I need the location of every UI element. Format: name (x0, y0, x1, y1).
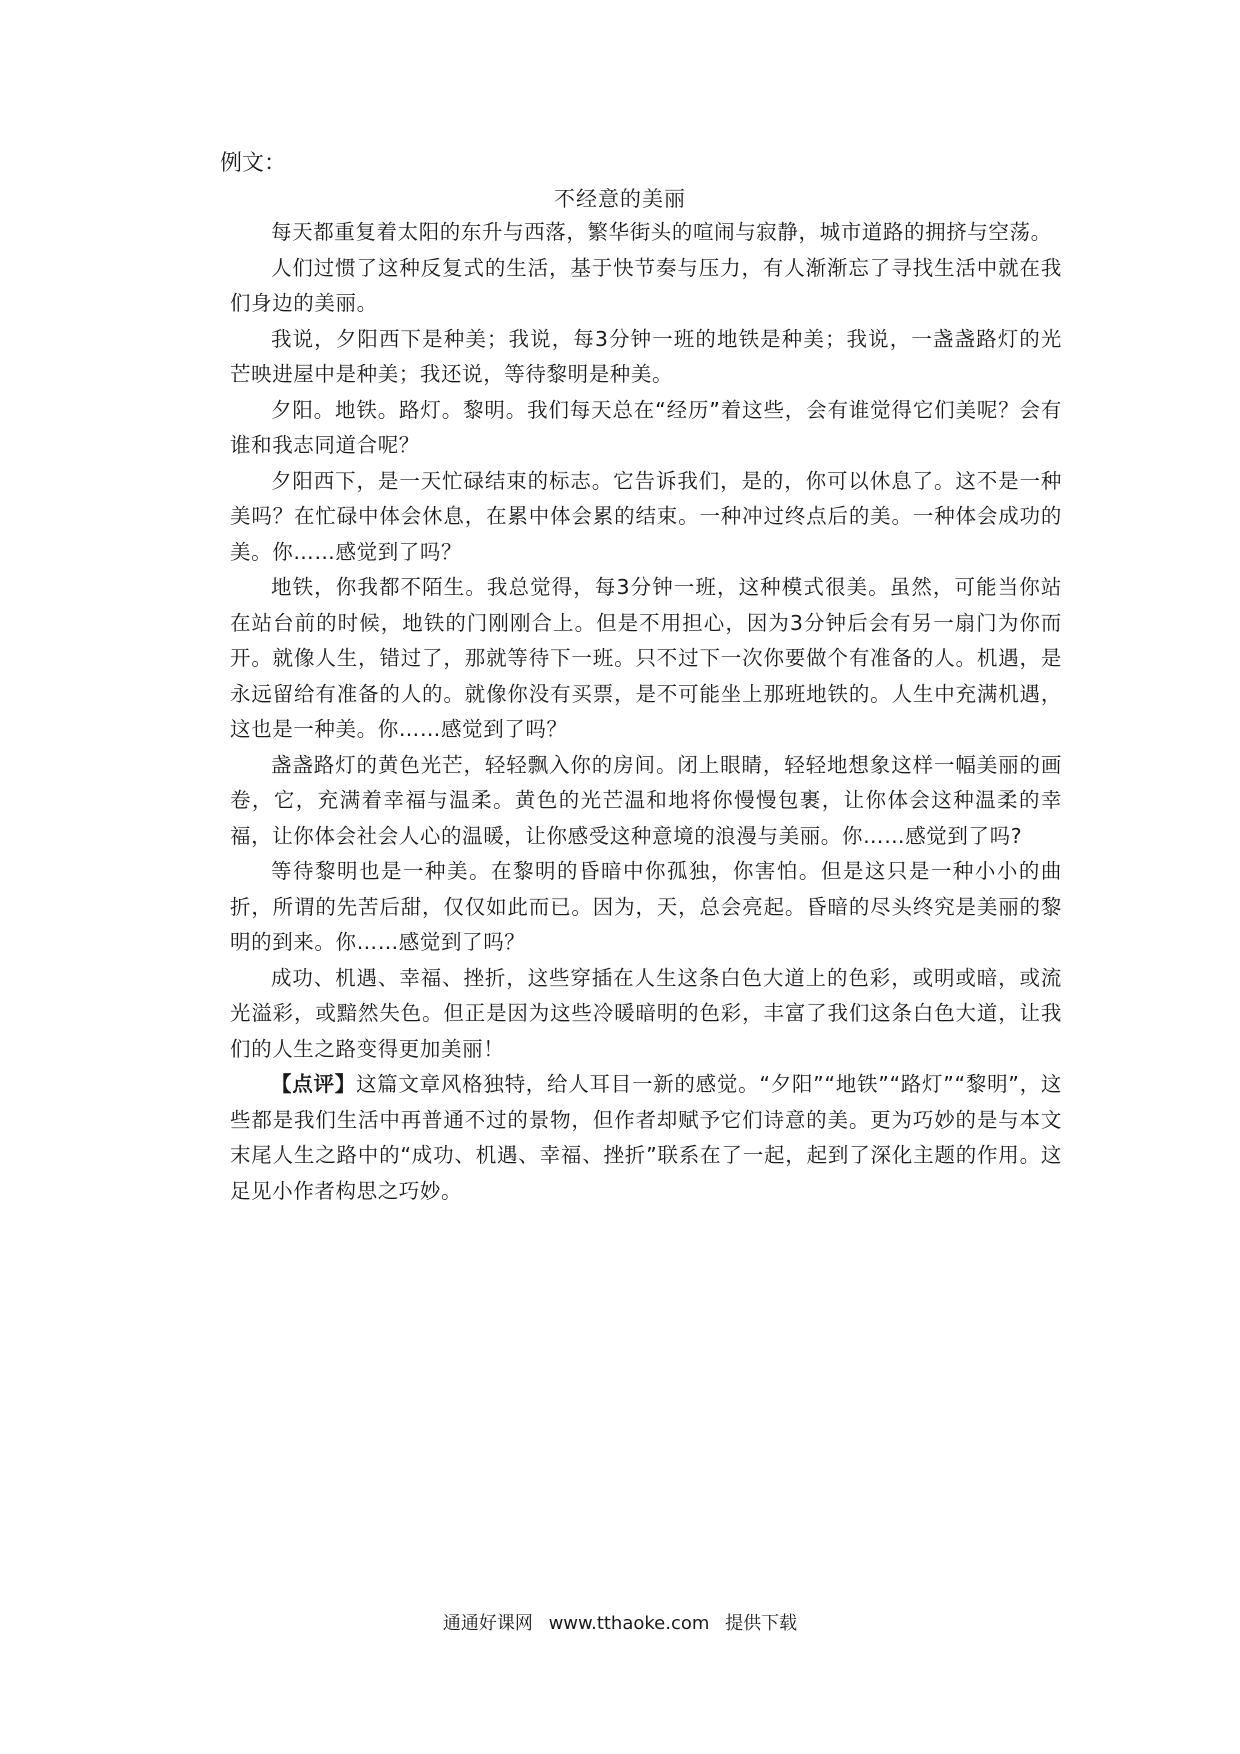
paragraph: 成功、机遇、幸福、挫折，这些穿插在人生这条白色大道上的色彩，或明或暗，或流光溢彩，或黯然失色。但正是因为这些冷暖暗明的色彩，丰富了我们这条白色大道，让我们的人生之路变得更加美丽！ (230, 965, 1062, 1061)
footer-suffix: 提供下载 (725, 1613, 798, 1634)
comment-tag: 【点评】 (271, 1072, 356, 1096)
footer-url[interactable]: www.tthaoke.com (548, 1613, 710, 1634)
paragraph: 夕阳西下，是一天忙碌结束的标志。它告诉我们，是的，你可以休息了。这不是一种美吗？在忙碌中体会休息，在累中体会累的结束。一种冲过终点后的美。一种体会成功的美。你……感觉到了吗？ (230, 468, 1062, 564)
footer (0, 1611, 1240, 1637)
paragraph: 夕阳。地铁。路灯。黎明。我们每天总在“经历”着这些，会有谁觉得它们美呢？会有谁和我志同道合呢？ (230, 397, 1062, 457)
paragraph: 等待黎明也是一种美。在黎明的昏暗中你孤独，你害怕。但是这只是一种小小的曲折，所谓的先苦后甜，仅仅如此而已。因为，天，总会亮起。昏暗的尽头终究是美丽的黎明的到来。你……感觉到了吗？ (230, 859, 1062, 954)
comment-paragraph (230, 1067, 1062, 1209)
paragraph: 每天都重复着太阳的东升与西落，繁华街头的喧闹与寂静，城市道路的拥挤与空荡。 (271, 220, 1052, 244)
essay-body (230, 215, 1062, 1209)
paragraph: 人们过惯了这种反复式的生活，基于快节奏与压力，有人渐渐忘了寻找生活中就在我们身边的美丽。 (230, 255, 1062, 315)
paragraph: 我说，夕阳西下是种美；我说，每3分钟一班的地铁是种美；我说，一盏盏路灯的光芒映进屋中是种美；我还说，等待黎明是种美。 (230, 326, 1062, 386)
comment-text: 这篇文章风格独特，给人耳目一新的感觉。“夕阳”“地铁”“路灯”“黎明”，这些都是我们生活中再普通不过的景物，但作者却赋予它们诗意的美。更为巧妙的是与本文末尾人生之路中的“成功、机遇、幸福、挫折”联系在了一起，起到了深化主题的作用。这足见小作者构思之巧妙。 (230, 1072, 1062, 1203)
footer-site-name: 通通好课网 (442, 1613, 533, 1634)
paragraph: 地铁，你我都不陌生。我总觉得，每3分钟一班，这种模式很美。虽然，可能当你站在站台前的时候，地铁的门刚刚合上。但是不用担心，因为3分钟后会有另一扇门为你而开。就像人生，错过了，那就等待下一班。只不过下一次你要做个有准备的人。机遇，是永远留给有准备的人的。就像你没有买票，是不可能坐上那班地铁的。人生中充满机遇，这也是一种美。你……感觉到了吗？ (230, 575, 1062, 741)
paragraph: 盏盏路灯的黄色光芒，轻轻飘入你的房间。闭上眼睛，轻轻地想象这样一幅美丽的画卷，它，充满着幸福与温柔。黄色的光芒温和地将你慢慢包裹，让你体会这种温柔的幸福，让你体会社会人心的温暖，让你感受这种意境的浪漫与美丽。你……感觉到了吗? (230, 752, 1062, 848)
example-label: 例文： (220, 151, 287, 176)
essay-title: 不经意的美丽 (554, 187, 686, 211)
